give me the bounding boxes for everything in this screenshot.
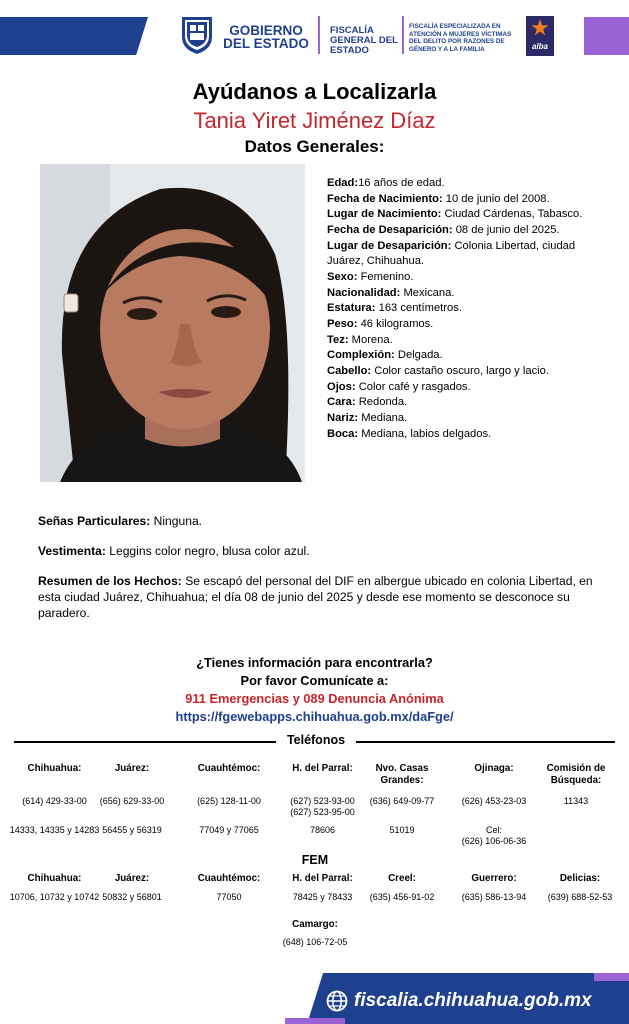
data-label: Complexión: <box>327 349 395 362</box>
phone-column-header: Chihuahua: <box>27 763 82 774</box>
data-value: 08 de junio del 2025. <box>452 223 560 236</box>
fem-column-header: Juárez: <box>114 873 150 884</box>
fem-column-header: Creel: <box>388 873 416 884</box>
data-value: Colonia Libertad, ciudad Juárez, Chihuahua. <box>327 239 576 268</box>
phone-column-header: Juárez: <box>114 763 150 774</box>
data-row <box>327 270 612 286</box>
data-row <box>327 317 612 333</box>
data-row <box>327 192 612 208</box>
incident-summary-label: Resumen de los Hechos: <box>38 574 182 588</box>
page-title: Ayúdanos a Localizarla <box>192 79 437 104</box>
data-row <box>327 380 612 396</box>
contact-prompt: Por favor Comunícate a: <box>240 673 389 688</box>
fem-column-header: Cuauhtémoc: <box>197 873 261 884</box>
extension-cell: 56455 y 56319 <box>102 825 162 835</box>
data-label: Edad: <box>327 177 359 189</box>
alba-logo-text: alba <box>531 42 548 51</box>
data-row <box>327 348 612 364</box>
extension-cell: 51019 <box>389 825 415 835</box>
phone-column-header: Comisión de Búsqueda: <box>546 763 606 786</box>
clothing-value: Leggins color negro, blusa color azul. <box>105 544 310 558</box>
missing-person-photo <box>40 164 305 482</box>
phone-number-cell: (636) 649-09-77 <box>369 796 435 806</box>
data-value: Redonda. <box>355 396 408 409</box>
camargo-phone: (648) 106-72-05 <box>282 937 348 947</box>
general-data-list <box>327 176 612 442</box>
header-right-band <box>584 17 629 55</box>
data-row <box>327 176 612 192</box>
phone-column-header: Cuauhtémoc: <box>197 763 261 774</box>
phones-heading: Teléfonos <box>286 733 346 747</box>
extension-cell: 77049 y 77065 <box>199 825 259 835</box>
header-divider <box>402 16 404 54</box>
phone-number-cell: (614) 429-33-00 <box>22 796 87 806</box>
distinctive-features <box>38 513 598 529</box>
fem-column-header: H. del Parral: <box>292 873 353 884</box>
fem-column-header: Delicias: <box>559 873 601 884</box>
fiscalia-general-logo: FISCALÍA GENERAL DEL ESTADO <box>330 25 398 56</box>
footer-website[interactable]: fiscalia.chihuahua.gob.mx <box>354 990 592 1011</box>
distinctive-features-label: Señas Particulares: <box>38 514 151 528</box>
divider-line <box>14 741 276 743</box>
incident-summary-value: Se escapó del personal del DIF en albergue ubicado en colonia Libertad, en esta ciudad Juárez, Chihuahua; el día 08 de junio del 2025 y desde ese momento se desconoce su paradero. <box>38 574 593 620</box>
fem-phone-cell: (639) 688-52-53 <box>547 892 613 902</box>
missing-person-name: Tania Yiret Jiménez Díaz <box>193 108 436 133</box>
phone-column-header: Nvo. Casas Grandes: <box>375 763 429 786</box>
data-value: Delgada. <box>394 349 443 362</box>
emergency-numbers: 911 Emergencias y 089 Denuncia Anónima <box>185 691 444 706</box>
data-value: Color café y rasgados. <box>355 380 471 393</box>
data-value: Color castaño oscuro, largo y lacio. <box>371 364 549 377</box>
data-label: Fecha de Nacimiento: <box>327 192 443 205</box>
data-row <box>327 286 612 302</box>
fem-phone-cell: (635) 456-91-02 <box>369 892 435 902</box>
data-value: Femenino. <box>357 270 414 283</box>
distinctive-features-value: Ninguna. <box>150 514 203 528</box>
camargo-label: Camargo: <box>292 919 338 930</box>
extension-cell: 14333, 14335 y 14283 <box>9 825 100 835</box>
extension-cell: 78606 <box>309 825 336 835</box>
data-label: Lugar de Nacimiento: <box>327 208 442 221</box>
fiscalia-especializada-logo: FISCALÍA ESPECIALIZADA EN ATENCIÓN A MUJERES VÍCTIMAS DEL DELITO POR RAZONES DE GÉNERO Y A LA FAMILIA <box>409 23 512 53</box>
data-row <box>327 411 612 427</box>
data-value: 163 centímetros. <box>375 302 462 315</box>
info-question: ¿Tienes información para encontrarla? <box>196 655 433 670</box>
data-row <box>327 301 612 317</box>
data-value: Ciudad Cárdenas, Tabasco. <box>441 208 583 221</box>
phone-column-header: H. del Parral: <box>292 763 353 774</box>
fem-phone-cell: (635) 586-13-94 <box>461 892 527 902</box>
data-row <box>327 395 612 411</box>
header-divider <box>318 16 320 54</box>
phone-number-cell: (625) 128-11-00 <box>197 796 261 806</box>
data-label: Boca: <box>327 427 359 440</box>
phone-number-cell: (656) 629-33-00 <box>99 796 165 806</box>
data-label: Lugar de Desaparición: <box>327 239 452 252</box>
data-row <box>327 223 612 239</box>
data-label: Fecha de Desaparición: <box>327 223 453 236</box>
data-label: Cara: <box>327 396 356 409</box>
data-label: Tez: <box>327 333 349 346</box>
data-value: Mediana, labios delgados. <box>358 427 492 440</box>
footer-accent <box>594 973 629 981</box>
state-shield-icon <box>180 15 214 55</box>
fem-column-header: Guerrero: <box>471 873 517 884</box>
data-value: 10 de junio del 2008. <box>442 192 550 205</box>
header-left-band <box>0 17 148 55</box>
data-row <box>327 207 612 223</box>
incident-summary <box>38 573 598 621</box>
divider-line <box>356 741 615 743</box>
data-value: Mediana. <box>358 411 408 424</box>
clothing <box>38 543 598 559</box>
gobierno-del-estado-logo: GOBIERNO DEL ESTADO <box>223 23 309 51</box>
phone-number-cell: (626) 453-23-03 <box>461 796 527 806</box>
globe-icon <box>326 990 348 1012</box>
phone-number-cell: (627) 523-93-00 (627) 523-95-00 <box>290 796 355 817</box>
clothing-label: Vestimenta: <box>38 544 106 558</box>
phone-number-cell: 11343 <box>563 796 589 806</box>
data-label: Cabello: <box>327 364 372 377</box>
fem-phone-cell: 10706, 10732 y 10742 <box>9 892 100 902</box>
data-label: Sexo: <box>327 270 358 283</box>
section-title: Datos Generales: <box>244 137 385 156</box>
phone-column-header: Ojinaga: <box>474 763 514 774</box>
data-row <box>327 333 612 349</box>
footer-accent <box>285 1018 345 1024</box>
data-value: 46 kilogramos. <box>357 317 434 330</box>
fem-phone-cell: 78425 y 78433 <box>292 892 353 902</box>
data-label: Nariz: <box>327 411 359 424</box>
report-link[interactable]: https://fgewebapps.chihuahua.gob.mx/daFge/ <box>175 709 454 724</box>
extension-cell: Cel: (626) 106-06-36 <box>461 825 527 846</box>
data-value: Mexicana. <box>400 286 455 299</box>
data-label: Nacionalidad: <box>327 286 401 299</box>
data-row <box>327 239 612 270</box>
data-label: Ojos: <box>327 380 356 393</box>
fem-phone-cell: 77050 <box>216 892 242 902</box>
data-value: 16 años de edad. <box>358 177 445 189</box>
data-row <box>327 364 612 380</box>
fem-phone-cell: 50832 y 56801 <box>102 892 162 902</box>
data-row <box>327 427 612 443</box>
data-value: Morena. <box>348 333 393 346</box>
fem-column-header: Chihuahua: <box>27 873 82 884</box>
data-label: Peso: <box>327 317 358 330</box>
data-label: Estatura: <box>327 302 376 315</box>
fem-heading: FEM <box>301 853 329 867</box>
